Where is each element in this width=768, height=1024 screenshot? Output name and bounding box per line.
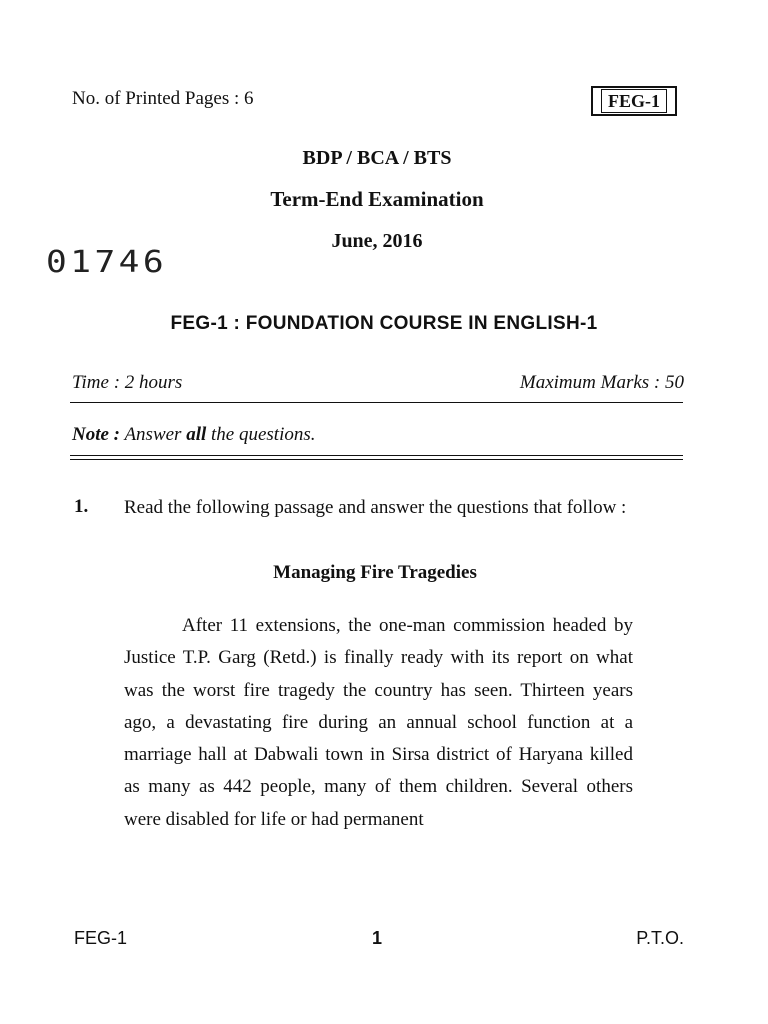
double-rule-bottom [70,459,683,460]
note-line [72,424,316,446]
footer-page-number: 1 [372,928,383,948]
divider-rule [70,402,683,403]
course-title: FEG-1 : FOUNDATION COURSE IN ENGLISH-1 [170,313,598,334]
passage-text: After 11 extensions, the one-man commission headed by Justice T.P. Garg (Retd.) is finally ready with its report on what was the worst fire tragedy the country has seen. Thirteen years ago, a devastating fire during an annual school function at a marriage hall at Dabwali town in Sirsa district of Haryana killed as many as 442 people, many of them children. Several others were disabled for life or had permanent [124,615,633,830]
question-number: 1. [74,496,89,517]
note-label: Note : [72,424,121,445]
question-instruction: Read the following passage and answer the questions that follow : [124,497,627,518]
printed-pages-count: No. of Printed Pages : 6 [72,88,254,109]
exam-date: June, 2016 [331,230,423,252]
paper-code: FEG-1 [601,89,667,113]
double-rule-top [70,455,683,456]
note-text-emphasis: all [186,424,207,445]
note-text-prefix: Answer [124,424,182,445]
passage-title: Managing Fire Tragedies [273,562,477,583]
note-text-suffix: the questions. [211,424,316,445]
maximum-marks: Maximum Marks : 50 [519,372,684,393]
exam-duration: Time : 2 hours [72,372,183,393]
paper-code-box [591,86,677,116]
footer-paper-code: FEG-1 [74,928,128,948]
exam-title: Term-End Examination [270,187,484,211]
programme-names: BDP / BCA / BTS [302,147,452,169]
footer-pto: P.T.O. [636,928,684,948]
serial-number-stamp: 01746 [46,245,168,280]
